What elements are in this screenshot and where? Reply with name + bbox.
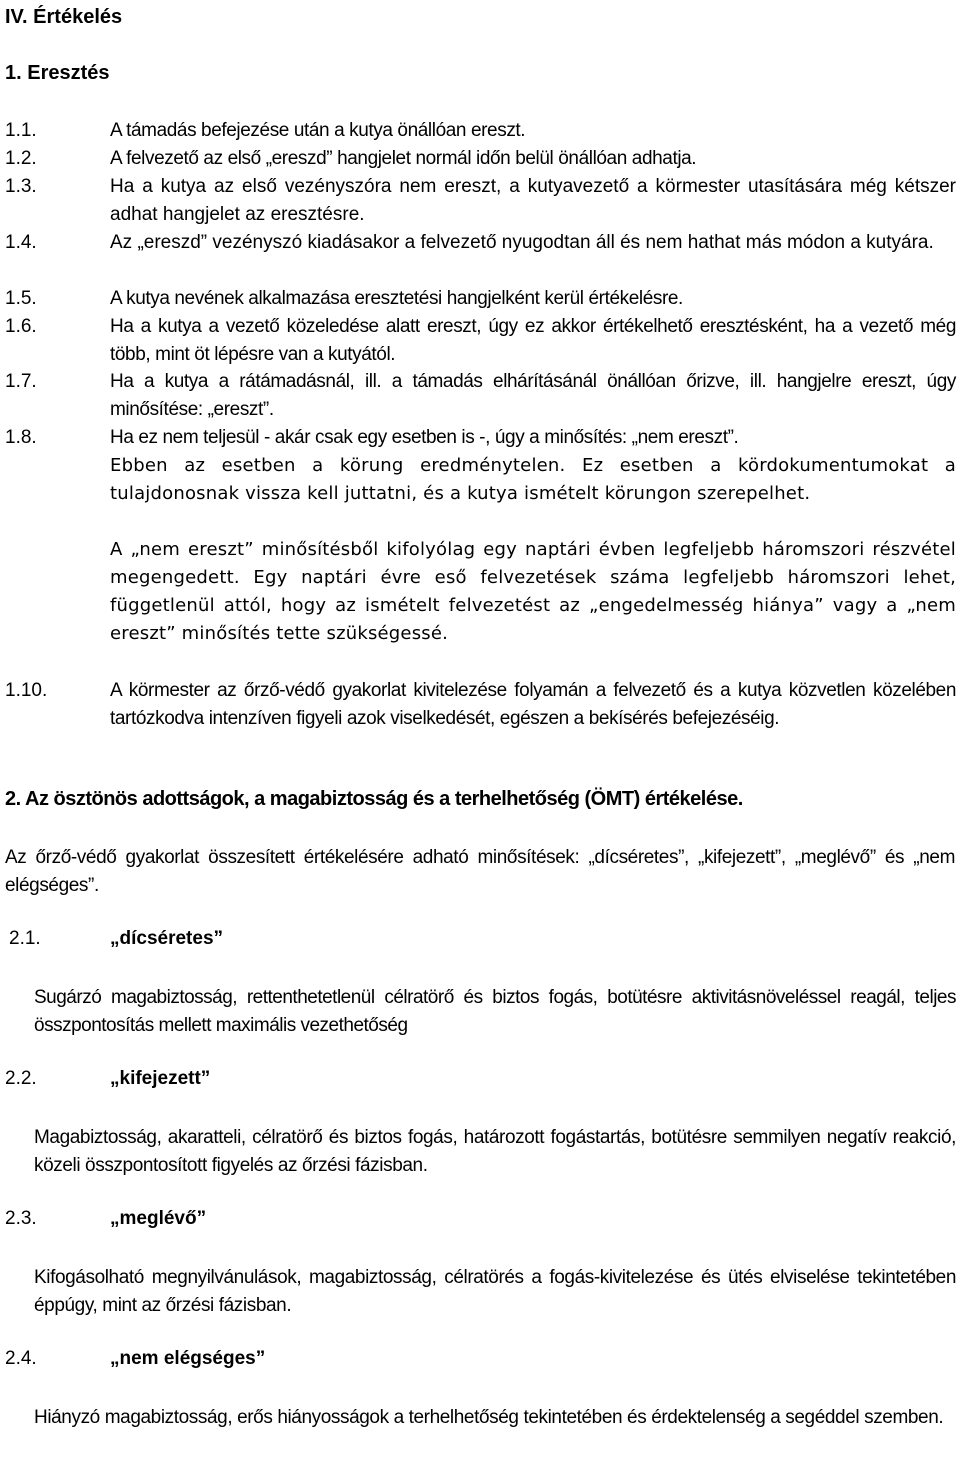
item-number: 1.8. bbox=[5, 427, 37, 448]
item-text: A körmester az őrző-védő gyakorlat kivitelezése folyamán a felvezető és a kutya közvetlen közelében tartózkodva intenzíven figyeli azok viselkedését, egészen a bekísérés befejezéséig. bbox=[110, 680, 956, 729]
rating-description: Magabiztosság, akaratteli, célratörő és biztos fogás, határozott fogástartás, botütésre semmilyen negatív reakció, közeli összpontosított figyelés az őrzési fázisban. bbox=[34, 1127, 956, 1176]
item-number: 1.2. bbox=[5, 148, 37, 169]
item-text: Ha ez nem teljesül - akár csak egy esetben is -, úgy a minősítés: „nem ereszt”. bbox=[110, 427, 739, 448]
rating-label: „meglévő” bbox=[110, 1208, 207, 1229]
item-text: Ha a kutya az első vezényszóra nem ereszt, a kutyavezető a körmester utasítására még kétszer adhat hangjelet az eresztésre. bbox=[110, 176, 956, 225]
rating-label: „kifejezett” bbox=[110, 1068, 211, 1089]
rating-number: 2.3. bbox=[5, 1208, 37, 1229]
item-continuation: A „nem ereszt” minősítésből kifolyólag egy naptári évben legfeljebb háromszori részvétel megengedett. Egy naptári évre eső felvezetések száma legfeljebb háromszori lehet, függetlenül attól, hogy az ismételt felvezetést az „engedelmesség hiánya” vagy a „nem ereszt” minősítés tette szükségessé. bbox=[110, 539, 956, 644]
rating-label: „dícséretes” bbox=[110, 928, 224, 949]
rating-description: Kifogásolható megnyilvánulások, magabiztosság, célratörés a fogás-kivitelezése és ütés elviselése tekintetében éppúgy, mint az őrzési fázisban. bbox=[34, 1267, 956, 1316]
item-number: 1.7. bbox=[5, 371, 37, 392]
rating-label: „nem elégséges” bbox=[110, 1348, 266, 1369]
item-continuation: Ebben az esetben a körung eredménytelen. Ez esetben a kördokumentumokat a tulajdonosnak vissza kell juttatni, és a kutya ismételt körungon szerepelhet. bbox=[110, 455, 956, 504]
item-number: 1.10. bbox=[5, 680, 48, 701]
section-2-intro: Az őrző-védő gyakorlat összesített értékelésére adható minősítések: „dícséretes”, „kifejezett”, „meglévő” és „nem elégséges”. bbox=[5, 847, 955, 896]
item-text: Az „ereszd” vezényszó kiadásakor a felvezető nyugodtan áll és nem hathat más módon a kutyára. bbox=[110, 232, 934, 253]
chapter-title: IV. Értékelés bbox=[5, 6, 123, 28]
item-number: 1.1. bbox=[5, 120, 37, 141]
rating-description: Sugárzó magabiztosság, rettenthetetlenül célratörő és biztos fogás, botütésre aktivitásnöveléssel reagál, teljes összpontosítás mellett maximális vezethetőség bbox=[34, 987, 956, 1036]
item-number: 1.5. bbox=[5, 288, 37, 309]
item-text: Ha a kutya a vezető közeledése alatt ereszt, úgy ez akkor értékelhető eresztésként, ha a vezető még több, mint öt lépésre van a kutyától. bbox=[110, 316, 956, 365]
item-number: 1.6. bbox=[5, 316, 37, 337]
item-number: 1.4. bbox=[5, 232, 37, 253]
section-2-title: 2. Az ösztönös adottságok, a magabiztosság és a terhelhetőség (ÖMT) értékelése. bbox=[5, 788, 743, 810]
rating-number: 2.4. bbox=[5, 1348, 37, 1369]
section-1-title: 1. Eresztés bbox=[5, 62, 110, 84]
item-text: Ha a kutya a rátámadásnál, ill. a támadás elhárításánál önállóan őrizve, ill. hangjelre ereszt, úgy minősítése: „ereszt”. bbox=[110, 371, 956, 420]
rating-description: Hiányzó magabiztosság, erős hiányosságok a terhelhetőség tekintetében és érdektelenség a segéddel szemben. bbox=[34, 1407, 944, 1428]
item-text: A felvezető az első „ereszd” hangjelet normál időn belül önállóan adhatja. bbox=[110, 148, 697, 169]
item-number: 1.3. bbox=[5, 176, 37, 197]
item-text: A támadás befejezése után a kutya önállóan ereszt. bbox=[110, 120, 526, 141]
item-text: A kutya nevének alkalmazása eresztetési hangjelként kerül értékelésre. bbox=[110, 288, 683, 309]
rating-number: 2.1. bbox=[9, 928, 41, 949]
rating-number: 2.2. bbox=[5, 1068, 37, 1089]
